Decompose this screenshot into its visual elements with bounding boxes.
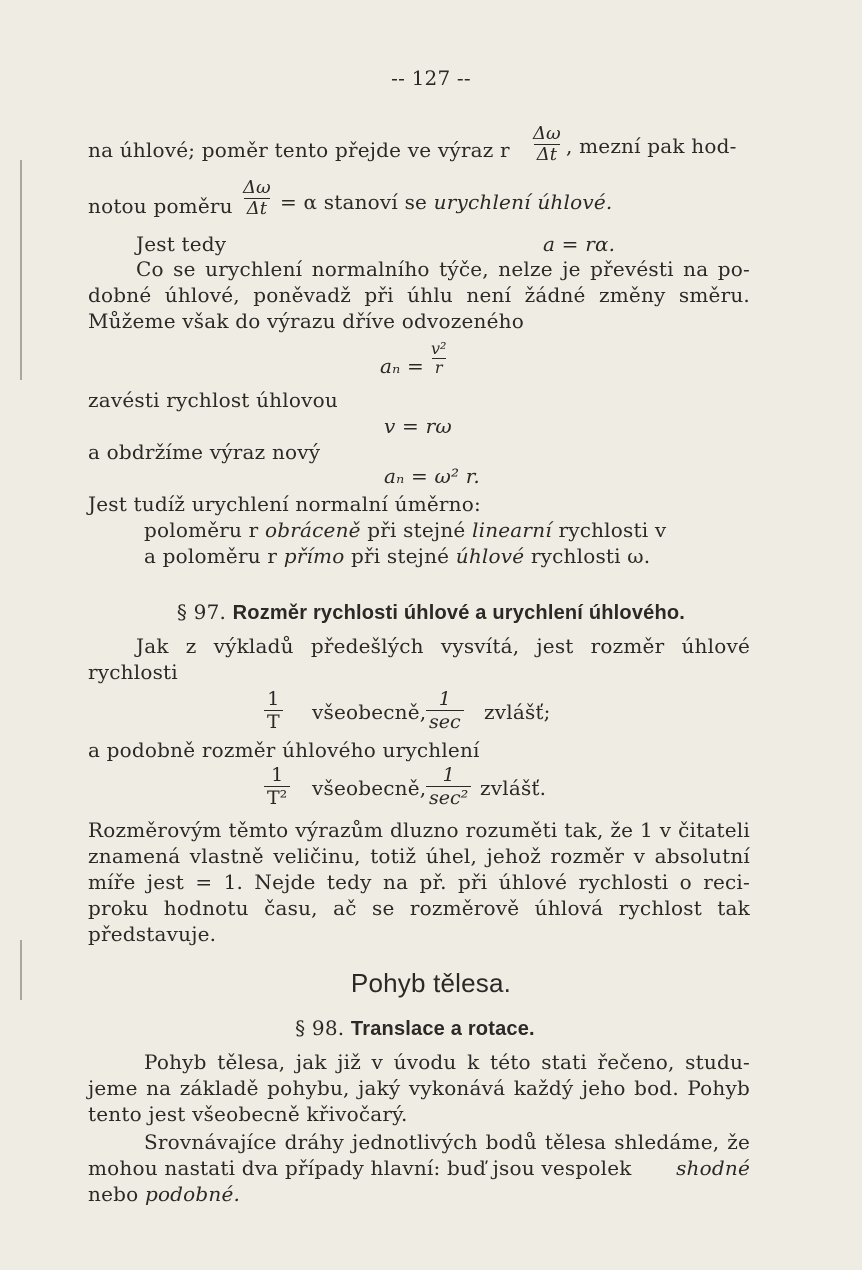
section-heading — [0, 1016, 830, 1041]
fraction-1-over-sec — [426, 688, 464, 733]
italic-term: přímo — [283, 544, 345, 568]
fraction-denominator: r — [432, 358, 446, 377]
text-fragment: při stejné — [367, 518, 466, 542]
fraction-delta-omega-over-delta-t — [240, 178, 274, 219]
text-line: Jest tudíž urychlení normalní úměrno: — [88, 492, 481, 516]
fraction-denominator: Δt — [244, 198, 270, 219]
text-line: zavésti rychlost úhlovou — [88, 388, 338, 412]
text-line: znamená vlastně veličinu, totiž úhel, jehož rozměr v absolutní — [88, 844, 750, 868]
formula: aₙ = ω² r. — [384, 464, 480, 488]
text-fragment: všeobecně, — [312, 700, 427, 724]
fraction-delta-omega-over-delta-t — [530, 124, 564, 165]
italic-term: obráceně — [265, 518, 361, 542]
fraction-numerator: Δω — [243, 177, 271, 198]
text-fragment: nebo — [88, 1182, 139, 1206]
text-fragment: rychlosti ω. — [530, 544, 651, 568]
scan-edge-mark — [20, 940, 22, 1000]
text-line: Jak z výkladů předešlých vysvítá, jest rozměr úhlové — [136, 634, 750, 658]
italic-term: linearní — [472, 518, 552, 542]
fraction-v2-over-r — [428, 340, 449, 377]
text-fragment: mohou nastati dva případy hlavní: buď jsou vespolek — [88, 1156, 632, 1180]
text-line: Co se urychlení normalního týče, nelze je převésti na po- — [136, 257, 750, 281]
chapter-heading: Pohyb tělesa. — [350, 968, 512, 998]
section-heading — [0, 600, 862, 625]
text-line: jeme na základě pohybu, jaký vykonává každý jeho bod. Pohyb — [88, 1076, 750, 1100]
text-line — [88, 1182, 240, 1206]
section-title: Rozměr rychlosti úhlové a urychlení úhlového. — [232, 602, 686, 624]
section-title: Translace a rotace. — [350, 1018, 535, 1040]
text-fragment: při stejné — [351, 544, 450, 568]
fraction-1-over-T — [264, 688, 283, 733]
fraction-denominator: Δt — [534, 144, 560, 165]
scan-edge-mark — [20, 160, 22, 380]
italic-term: shodné — [676, 1156, 750, 1180]
text-line: představuje. — [88, 922, 217, 946]
text-line: a podobně rozměr úhlového urychlení — [88, 738, 480, 762]
section-sign: § 98. — [295, 1016, 345, 1040]
italic-term: podobné. — [144, 1182, 241, 1206]
text-line: rychlosti — [88, 660, 178, 684]
text-line — [144, 518, 666, 542]
text-line: a obdržíme výraz nový — [88, 440, 321, 464]
text-line — [88, 1156, 750, 1180]
fraction-1-over-sec-squared — [426, 764, 471, 809]
fraction-numerator: 1 — [438, 688, 451, 710]
text-fragment: rychlosti v — [558, 518, 667, 542]
text-fragment: na úhlové; poměr tento přejde ve výraz r — [88, 138, 510, 162]
text-fragment: všeobecně, — [312, 776, 427, 800]
fraction-denominator: sec² — [426, 786, 471, 809]
text-fragment: Jest tedy — [136, 232, 227, 256]
text-fragment: zvlášť; — [484, 700, 551, 724]
text-line: proku hodnotu času, ač se rozměrově úhlová rychlost tak — [88, 896, 750, 920]
formula: v = rω — [384, 414, 452, 438]
formula: a = rα. — [543, 232, 616, 256]
text-line — [280, 190, 612, 214]
fraction-denominator: T — [264, 710, 283, 733]
italic-term: úhlové — [455, 544, 525, 568]
text-line: Srovnávajíce dráhy jednotlivých bodů tělesa shledáme, že — [144, 1130, 750, 1154]
fraction-numerator: 1 — [267, 688, 280, 710]
formula-lhs: aₙ = — [380, 354, 424, 378]
page-number: -- 127 -- — [391, 66, 471, 90]
text-fragment: poloměru r — [144, 518, 259, 542]
text-line: Pohyb tělesa, jak již v úvodu k této stati řečeno, studu- — [144, 1050, 750, 1074]
italic-term: urychlení úhlové. — [433, 190, 613, 214]
text-line — [88, 138, 510, 162]
fraction-denominator: sec — [426, 710, 464, 733]
text-line: míře jest = 1. Nejde tedy na př. při úhlové rychlosti o reci- — [88, 870, 750, 894]
fraction-denominator: T² — [264, 786, 290, 809]
section-sign: § 97. — [176, 600, 227, 624]
text-fragment: a poloměru r — [144, 544, 278, 568]
text-line: dobné úhlové, poněvadž při úhlu není žádné změny směru. — [88, 283, 750, 307]
text-fragment: zvlášť. — [480, 776, 547, 800]
text-fragment: = α stanoví se — [280, 190, 428, 214]
text-fragment: notou poměru — [88, 194, 233, 218]
text-line-tail: , mezní pak hod- — [566, 134, 737, 158]
text-line: tento jest všeobecně křivočarý. — [88, 1102, 408, 1126]
fraction-numerator: 1 — [271, 764, 284, 786]
text-line — [144, 544, 650, 568]
fraction-numerator: 1 — [442, 764, 455, 786]
fraction-numerator: Δω — [533, 123, 561, 144]
text-line: Rozměrovým těmto výrazům dluzno rozuměti tak, že 1 v čitateli — [88, 818, 750, 842]
text-line: Můžeme však do výrazu dříve odvozeného — [88, 309, 524, 333]
fraction-numerator: v² — [431, 339, 447, 358]
fraction-1-over-T-squared — [264, 764, 290, 809]
